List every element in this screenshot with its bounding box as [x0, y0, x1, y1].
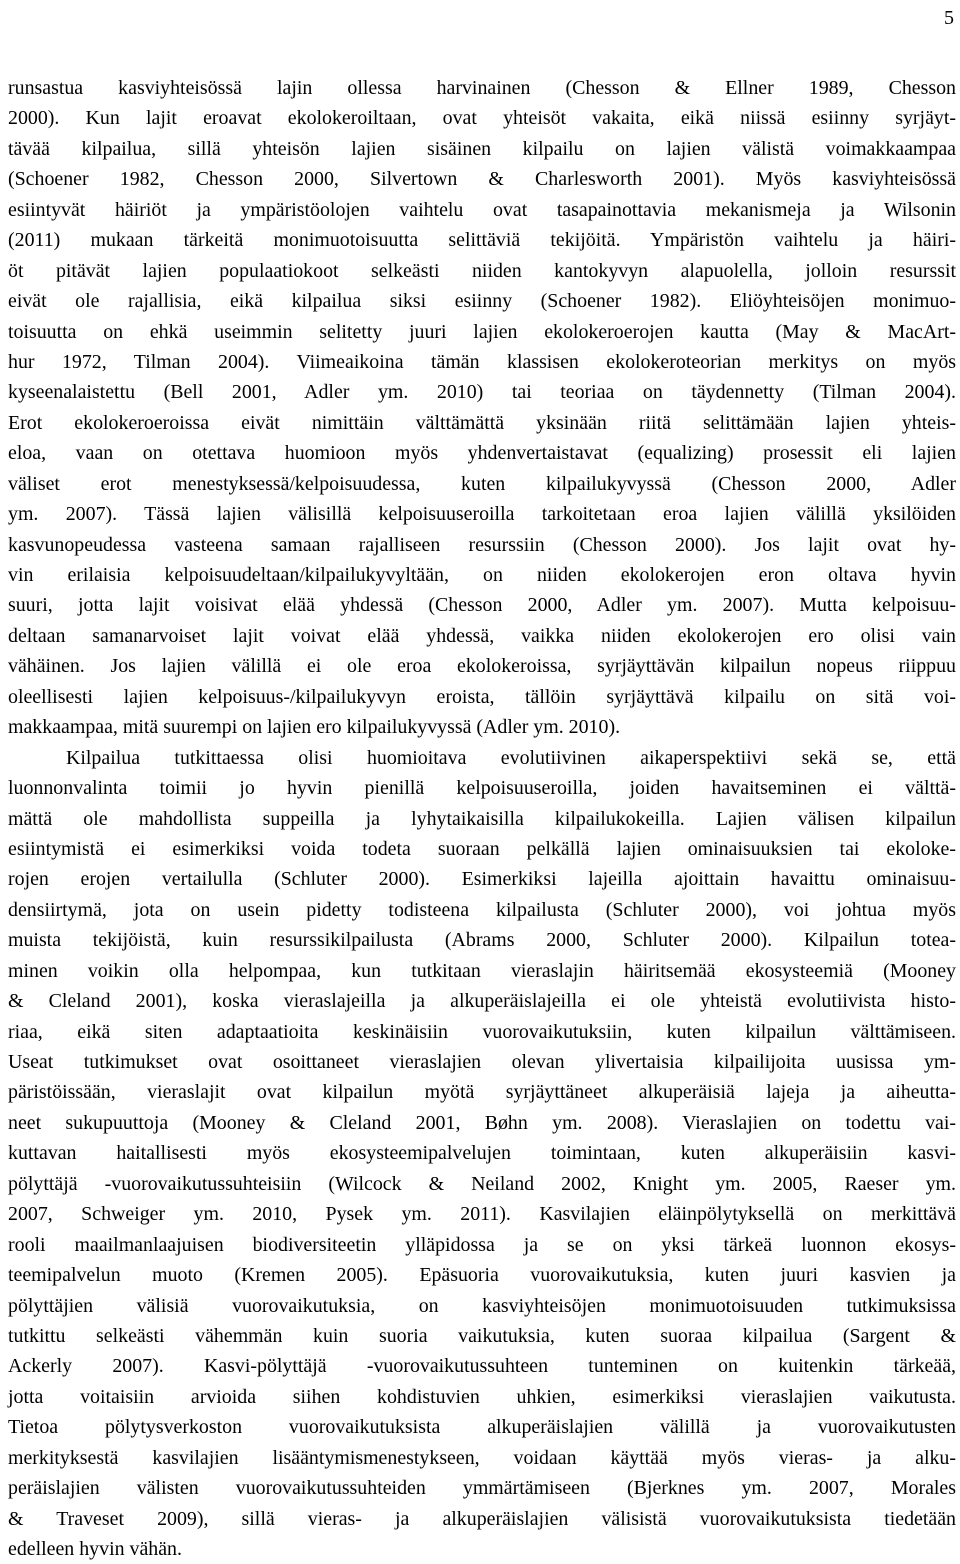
text-line: öt pitävät lajien populaatiokoot selkeästi niiden kantokyvyn alapuolella, jolloin resurssit — [8, 259, 956, 282]
text-line: & Cleland 2001), koska vieraslajeilla ja alkuperäislajeilla ei ole yhteistä evolutiivista histo- — [8, 990, 956, 1013]
text-line: toisuutta on ehkä useimmin selitetty juuri lajien ekolokeroerojen kautta (May & MacArt- — [8, 320, 956, 343]
body-text — [8, 73, 956, 1564]
text-line: pölyttäjä -vuorovaikutussuhteisiin (Wilcock & Neiland 2002, Knight ym. 2005, Raeser ym. — [8, 1172, 956, 1195]
text-line: Kilpailua tutkittaessa olisi huomioitava evolutiivinen aikaperspektiivi sekä se, että — [66, 746, 956, 769]
text-line: 2000). Kun lajit eroavat ekolokeroiltaan, ovat yhteisöt vakaita, eikä niissä esiinny syrjäyt- — [8, 107, 956, 130]
text-line: deltaan samanarvoiset lajit voivat elää yhdessä, vaikka niiden ekolokerojen ero olisi vain — [8, 624, 956, 647]
text-line: Ackerly 2007). Kasvi-pölyttäjä -vuorovaikutussuhteen tunteminen on kuitenkin tärkeää, — [8, 1355, 956, 1378]
paragraph — [8, 743, 956, 1564]
text-line: Erot ekolokeroeroissa eivät nimittäin välttämättä yksinään riitä selittämään lajien yhteis- — [8, 411, 956, 434]
text-line: jotta voitaisiin arvioida siihen kohdistuvien uhkien, esimerkiksi vieraslajien vaikutusta. — [8, 1385, 956, 1408]
text-line: eivät ole rajallisia, eikä kilpailua siksi esiinny (Schoener 1982). Eliöyhteisöjen monimuo- — [8, 290, 956, 313]
text-line: suuri, jotta lajit voisivat elää yhdessä (Chesson 2000, Adler ym. 2007). Mutta kelpoisuu- — [8, 594, 956, 617]
text-line: mättä ole mahdollista suppeilla ja lyhytaikaisilla kilpailukokeilla. Lajien välisen kilpailun — [8, 807, 956, 830]
text-line: kuttavan haitallisesti myös ekosysteemipalvelujen toimintaan, kuten alkuperäisiin kasvi- — [8, 1142, 956, 1165]
text-line: kasvunopeudessa vasteena samaan rajalliseen resurssiin (Chesson 2000). Jos lajit ovat hy- — [8, 533, 956, 556]
text-line: Tietoa pölytysverkoston vuorovaikutuksista alkuperäislajien välillä ja vuorovaikutusten — [8, 1416, 956, 1439]
text-line: makkaampaa, mitä suurempi on lajien ero kilpailukyvyssä (Adler ym. 2010). — [8, 716, 621, 739]
text-line: Useat tutkimukset ovat osoittaneet vieraslajien olevan ylivertaisia kilpailijoita uusissa ym- — [8, 1051, 956, 1073]
text-line: tävää kilpailua, sillä yhteisön lajien sisäinen kilpailu on lajien välistä voimakkaampaa — [8, 137, 956, 160]
text-line: (Schoener 1982, Chesson 2000, Silvertown & Charlesworth 2001). Myös kasviyhteisössä — [8, 168, 956, 191]
text-line: densiirtymä, jota on usein pidetty todisteena kilpailusta (Schluter 2000), voi johtua myös — [8, 898, 956, 921]
text-line: runsastua kasviyhteisössä lajin ollessa harvinainen (Chesson & Ellner 1989, Chesson — [8, 77, 956, 99]
text-line: esiintyvät häiriöt ja ympäristöolojen vaihtelu ovat tasapainottavia mekanismeja ja Wilsonin — [8, 198, 956, 221]
text-line: väliset erot menestyksessä/kelpoisuudessa, kuten kilpailukyvyssä (Chesson 2000, Adler — [8, 472, 956, 495]
text-line: pölyttäjien välisiä vuorovaikutuksia, on kasviyhteisöjen monimuotoisuuden tutkimuksissa — [8, 1294, 956, 1317]
text-line: päristöissään, vieraslajit ovat kilpailun myötä syrjäyttäneet alkuperäisiä lajeja ja aiheutta- — [8, 1081, 956, 1104]
text-line: hur 1972, Tilman 2004). Viimeaikoina tämän klassisen ekolokeroteorian merkitys on myös — [8, 350, 956, 373]
text-line: peräislajien välisten vuorovaikutussuhteiden ymmärtämiseen (Bjerknes ym. 2007, Morales — [8, 1477, 956, 1500]
text-line: 2007, Schweiger ym. 2010, Pysek ym. 2011). Kasvilajien eläinpölytyksellä on merkittävä — [8, 1203, 956, 1226]
text-line: rojen erojen vertailulla (Schluter 2000). Esimerkiksi lajeilla ajoittain havaittu ominaisuu- — [8, 868, 956, 891]
page-number: 5 — [944, 7, 954, 29]
text-line: luonnonvalinta toimii jo hyvin pienillä kelpoisuuseroilla, joiden havaitseminen ei välttä- — [8, 777, 956, 800]
text-line: neet sukupuuttoja (Mooney & Cleland 2001, Bøhn ym. 2008). Vieraslajien on todettu vai- — [8, 1111, 956, 1134]
text-line: & Traveset 2009), sillä vieras- ja alkuperäislajien välisistä vuorovaikutuksista tiedetään — [8, 1507, 956, 1530]
paragraph — [8, 73, 956, 743]
text-line: merkityksestä kasvilajien lisääntymismenestykseen, voidaan käyttää myös vieras- ja alku- — [8, 1446, 956, 1469]
text-line: rooli maailmanlaajuisen biodiversiteetin ylläpidossa ja se on yksi tärkeä luonnon ekosys- — [8, 1233, 956, 1256]
text-line: minen voikin olla helpompaa, kun tutkitaan vieraslajin häiritsemää ekosysteemiä (Mooney — [8, 959, 956, 982]
text-line: eloa, vaan on otettava huomioon myös yhdenvertaistavat (equalizing) prosessit eli lajien — [8, 442, 956, 465]
text-line: oleellisesti lajien kelpoisuus-/kilpailukyvyn eroista, tällöin syrjäyttävä kilpailu on sitä voi- — [8, 685, 956, 708]
text-line: (2011) mukaan tärkeitä monimuotoisuutta selittäviä tekijöitä. Ympäristön vaihtelu ja häiri- — [8, 229, 956, 252]
text-line: tutkittu selkeästi vähemmän kuin suoria vaikutuksia, kuten suoraa kilpailua (Sargent & — [8, 1324, 956, 1347]
text-line: riaa, eikä siten adaptaatioita keskinäisiin vuorovaikutuksiin, kuten kilpailun välttämiseen. — [8, 1020, 956, 1043]
text-line: vähäinen. Jos lajien välillä ei ole eroa ekolokeroissa, syrjäyttävän kilpailun nopeus riippuu — [8, 655, 956, 678]
text-line: teemipalvelun muoto (Kremen 2005). Epäsuoria vuorovaikutuksia, kuten juuri kasvien ja — [8, 1264, 956, 1287]
text-line: esiintymistä ei esimerkiksi voida todeta suoraan pelkällä lajien ominaisuuksien tai ekoloke- — [8, 837, 956, 860]
text-line: muista tekijöistä, kuin resurssikilpailusta (Abrams 2000, Schluter 2000). Kilpailun totea- — [8, 929, 956, 952]
text-line: vin erilaisia kelpoisuudeltaan/kilpailukyvyltään, on niiden ekolokerojen eron oltava hyvin — [8, 564, 956, 586]
text-line: ym. 2007). Tässä lajien välisillä kelpoisuuseroilla tarkoitetaan eroa lajien välillä yksilöiden — [8, 503, 956, 526]
text-line: kyseenalaistettu (Bell 2001, Adler ym. 2010) tai teoriaa on täydennetty (Tilman 2004). — [8, 381, 956, 404]
text-line: edelleen hyvin vähän. — [8, 1538, 182, 1560]
